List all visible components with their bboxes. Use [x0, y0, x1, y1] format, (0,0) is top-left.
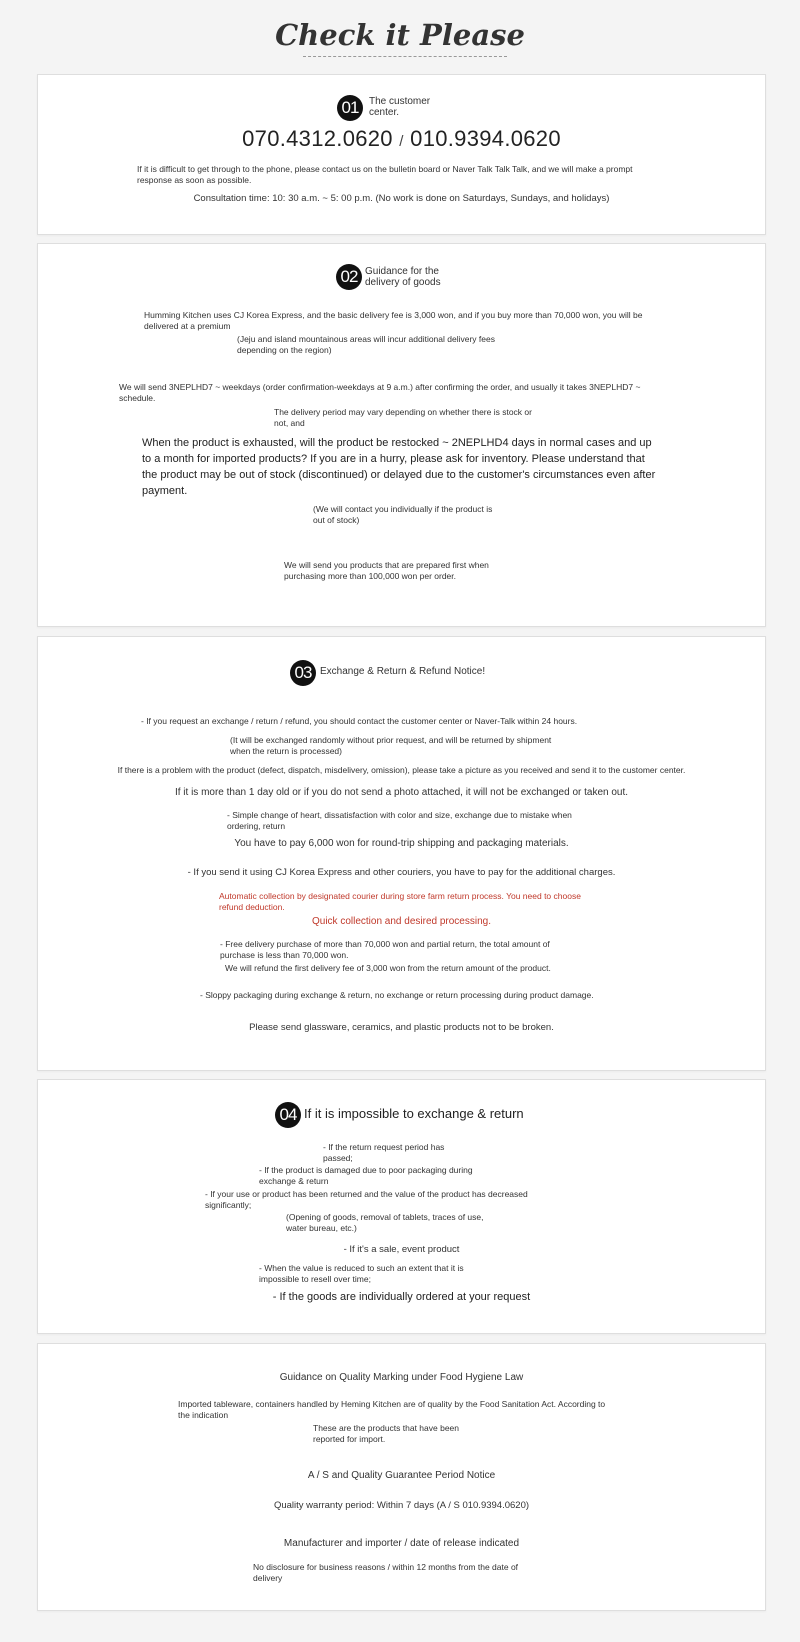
value-decreased-text: - If your use or product has been returned and the value of the product has decreased significantly;	[205, 1189, 528, 1210]
contact-note: If it is difficult to get through to the phone, please contact us on the bulletin board or Naver Talk Talk Talk, and we will make a prompt response as soon as possible.	[137, 164, 633, 185]
island-fee-text: (Jeju and island mountainous areas will incur additional delivery fees depending on the region)	[237, 334, 495, 355]
section-number-03: 03	[290, 660, 316, 686]
manufacturer-heading: Manufacturer and importer / date of release indicated	[283, 1538, 520, 1549]
imported-tableware-text: Imported tableware, containers handled by Heming Kitchen are of quality by the Food Sanitation Act. According to the indication	[178, 1399, 606, 1420]
section-number-04: 04	[275, 1102, 301, 1128]
custom-order-text: - If the goods are individually ordered at your request	[272, 1291, 531, 1303]
out-of-stock-contact: (We will contact you individually if the product is out of stock)	[313, 504, 493, 525]
consultation-hours: Consultation time: 10: 30 a.m. ~ 5: 00 p.m. (No work is done on Saturdays, Sundays, and holidays)	[193, 193, 610, 204]
as-warranty-heading: A / S and Quality Guarantee Period Notice	[307, 1470, 496, 1481]
section-04-label: If it is impossible to exchange & return	[304, 1106, 524, 1121]
sloppy-packaging-text: - Sloppy packaging during exchange & return, no exchange or return processing during product damage.	[200, 990, 594, 1000]
section-02-label: Guidance for the delivery of goods	[365, 266, 441, 288]
prepared-first-text: We will send you products that are prepared first when purchasing more than 100,000 won per order.	[284, 560, 489, 581]
fragile-packaging-text: Please send glassware, ceramics, and plastic products not to be broken.	[249, 1022, 554, 1033]
free-delivery-return-text: - Free delivery purchase of more than 70,000 won and partial return, the total amount of purchase is less than 70,000 won.	[220, 939, 550, 960]
random-exchange-note: (It will be exchanged randomly without prior request, and will be returned by shipment when the return is processed)	[230, 735, 552, 756]
phone-separator: /	[399, 133, 404, 150]
product-problem-text: If there is a problem with the product (defect, dispatch, misdelivery, omission), please take a picture as you received and send it to the customer center.	[117, 765, 686, 775]
refund-delivery-fee-text: We will refund the first delivery fee of 3,000 won from the return amount of the product.	[225, 963, 551, 973]
shipping-schedule-text: We will send 3NEPLHD7 ~ weekdays (order confirmation-weekdays at 9 a.m.) after confirming the order, and usually it takes 3NEPLHD7 ~ schedule.	[119, 382, 641, 403]
section-01-label: The customer center.	[369, 96, 431, 118]
delivery-period-text: The delivery period may vary depending on whether there is stock or not, and	[274, 407, 532, 428]
customer-center-section	[37, 74, 766, 235]
phone-line	[38, 126, 765, 155]
auto-collection-text: Automatic collection by designated courier during store farm return process. You need to choose refund deduction.	[219, 891, 581, 912]
phone-secondary: 010.9394.0620	[410, 126, 561, 151]
resell-value-text: - When the value is reduced to such an extent that it is impossible to resell over time;	[259, 1263, 464, 1284]
section-03-label: Exchange & Return & Refund Notice!	[320, 666, 486, 677]
delivery-guidance-section	[37, 243, 766, 627]
quality-notice-section	[37, 1343, 766, 1611]
period-passed-text: - If the return request period has passed;	[323, 1142, 445, 1163]
warranty-period-text: Quality warranty period: Within 7 days (A / S 010.9394.0620)	[273, 1500, 530, 1511]
exchange-return-section	[37, 636, 766, 1071]
delivery-fee-text: Humming Kitchen uses CJ Korea Express, and the basic delivery fee is 3,000 won, and if you buy more than 70,000 won, you will be delivered at a premium	[144, 310, 643, 331]
title-underline	[303, 56, 507, 57]
sale-product-text: - If it's a sale, event product	[343, 1244, 460, 1255]
other-courier-text: - If you send it using CJ Korea Express and other couriers, you have to pay for the additional charges.	[187, 867, 616, 878]
section-number-02: 02	[336, 264, 362, 290]
restock-text: When the product is exhausted, will the product be restocked ~ 2NEPLHD4 days in normal cases and up to a month for imported products? If you are in a hurry, please ask for inventory. Please understand that the product may be out of stock (discontinued) or delayed due to the customer's circumstances even after payment.	[142, 437, 656, 497]
phone-primary: 070.4312.0620	[242, 126, 393, 151]
no-disclosure-text: No disclosure for business reasons / within 12 months from the date of delivery	[253, 1562, 519, 1583]
contact-within-24h: - If you request an exchange / return / refund, you should contact the customer center or Naver-Talk within 24 hours.	[141, 716, 578, 726]
page-title: Check it Please	[275, 18, 525, 52]
change-of-heart-text: - Simple change of heart, dissatisfaction with color and size, exchange due to mistake when ordering, return	[227, 810, 572, 831]
usage-examples-text: (Opening of goods, removal of tablets, traces of use, water bureau, etc.)	[286, 1212, 484, 1233]
impossible-return-section	[37, 1079, 766, 1334]
import-reported-text: These are the products that have been reported for import.	[313, 1423, 460, 1444]
section-number-01: 01	[337, 95, 363, 121]
food-hygiene-heading: Guidance on Quality Marking under Food Hygiene Law	[279, 1372, 524, 1383]
quick-collection-text: Quick collection and desired processing.	[312, 916, 491, 927]
photo-requirement: If it is more than 1 day old or if you do not send a photo attached, it will not be exchanged or taken out.	[174, 787, 629, 798]
damaged-packaging-text: - If the product is damaged due to poor packaging during exchange & return	[259, 1165, 473, 1186]
round-trip-fee: You have to pay 6,000 won for round-trip shipping and packaging materials.	[234, 838, 569, 849]
